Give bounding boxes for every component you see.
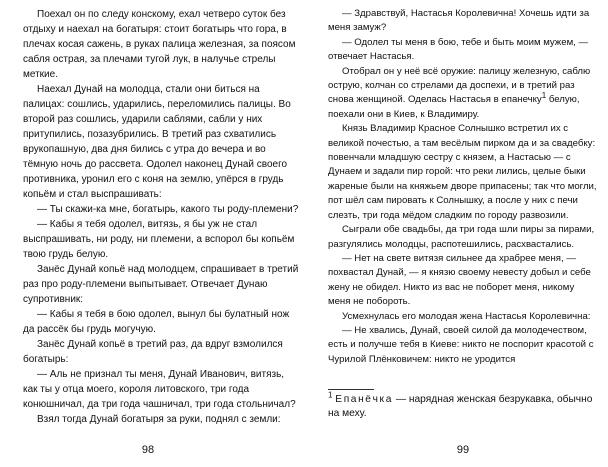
left-page <box>23 7 299 437</box>
left-page-text <box>23 7 299 427</box>
paragraph: Сыграли обе свадьбы, да три года шли пиры за пирами, разгулялись молодцы, распотешились, расхвастались. <box>328 224 595 250</box>
right-page <box>328 7 598 437</box>
paragraph: — Здравствуй, Настасья Королевична! Хочешь идти за меня замуж? <box>328 8 590 34</box>
paragraph: — Нет на свете витязя сильнее да храбрее меня, — похвастал Дунай, — я князю своему невесту добыл и себе жену не обидел. Никто из вас не поборет меня, никому меня не побороть. <box>328 252 591 308</box>
footnote <box>328 390 598 421</box>
paragraph: Занёс Дунай копьё в третий раз, да вдруг взмолился богатырь: <box>23 339 283 365</box>
paragraph: — Ты скажи-ка мне, богатырь, какого ты роду-племени? <box>37 204 299 215</box>
footnote-number: 1 <box>328 390 333 400</box>
paragraph: Наехал Дунай на молодца, стали они биться на палицах: сошлись, ударились, переломились палицы. Во второй раз сошлись, ударили саблями, сабли у них притупились, позазубрились. В третий раз схватились врукопашную, два дня бились с утра до вечера и во тёмную ночь до рассвета. Одолел наконец Дунай своего противника, уронил его с коня на землю, упёрся в грудь копьём и стал выспрашивать: <box>23 84 291 200</box>
paragraph: — Одолел ты меня в бою, тебе и быть моим мужем, — отвечает Настасья. <box>328 36 589 63</box>
paragraph: Поехал он по следу конскому, ехал четверо суток без отдыху и наехал на богатыря: стоит богатырь что гора, в плечах косая сажень, в руках палица железная, за поясом сабля острая, за плечами тугой лук, в налучье стрелы меткие. <box>23 9 296 80</box>
paragraph: — Кабы я тебя одолел, витязь, я бы уж не стал выспрашивать, ни роду, ни племени, а вспорол бы копьём твою грудь белую. <box>23 219 295 260</box>
footnote-term: Епанёчка <box>335 394 394 405</box>
paragraph: Усмехнулась его молодая жена Настасья Королевична: <box>342 310 591 322</box>
right-page-text <box>328 7 598 367</box>
paragraph: Князь Владимир Красное Солнышко встретил их с великой почестью, а там весёлым пирком да и за свадебку: повенчали младшую сестру с князем, а Настасью — с Дунаем и задали пир горой: что реки лились, целые быки жареные были на княжьем дворе припасены; так что могли, пот шёл сам пировать к Солнышку, а после у них с печи слезть, три года мёдом сладким по городу развозили. <box>328 123 597 221</box>
paragraph: — Не хвались, Дунай, своей силой да молодечеством, есть и получше тебя в Киеве: никто не поспорит красотой с Чурилой Плёнковичем: никто не уродится <box>328 324 594 365</box>
paragraph-text-continued: белую, поехали они в Киев, к Владимиру. <box>328 94 580 120</box>
footnote-text: — нарядная женская безрукавка, обычно на меху. <box>328 394 593 419</box>
paragraph-text: Отобрал он у неё всё оружие: палицу железную, саблю острую, колчан со стрелами да доспехи, и в третий раз снова женщиной. Оделась Настасья в епанечку <box>328 65 591 106</box>
paragraph: — Кабы я тебя в бою одолел, вынул бы булатный нож да рассёк бы грудь могучую. <box>23 309 290 335</box>
footnote-marker: 1 <box>541 91 547 101</box>
page-number-right: 99 <box>456 444 470 456</box>
paragraph: Взял тогда Дунай богатыря за руки, поднял с земли: <box>37 414 281 425</box>
paragraph <box>328 65 598 123</box>
footnote-divider <box>328 389 374 390</box>
paragraph: Занёс Дунай копьё над молодцем, спрашивает в третий раз про роду-племени выпытывает. Отвечает Дунаю супротивник: <box>23 264 299 305</box>
paragraph: — Аль не признал ты меня, Дунай Иванович, витязь, как ты у отца моего, короля литовского, три года конюшничал, да три года чашничал, три года стольничал? <box>23 369 296 410</box>
page-number-left: 98 <box>141 444 155 456</box>
